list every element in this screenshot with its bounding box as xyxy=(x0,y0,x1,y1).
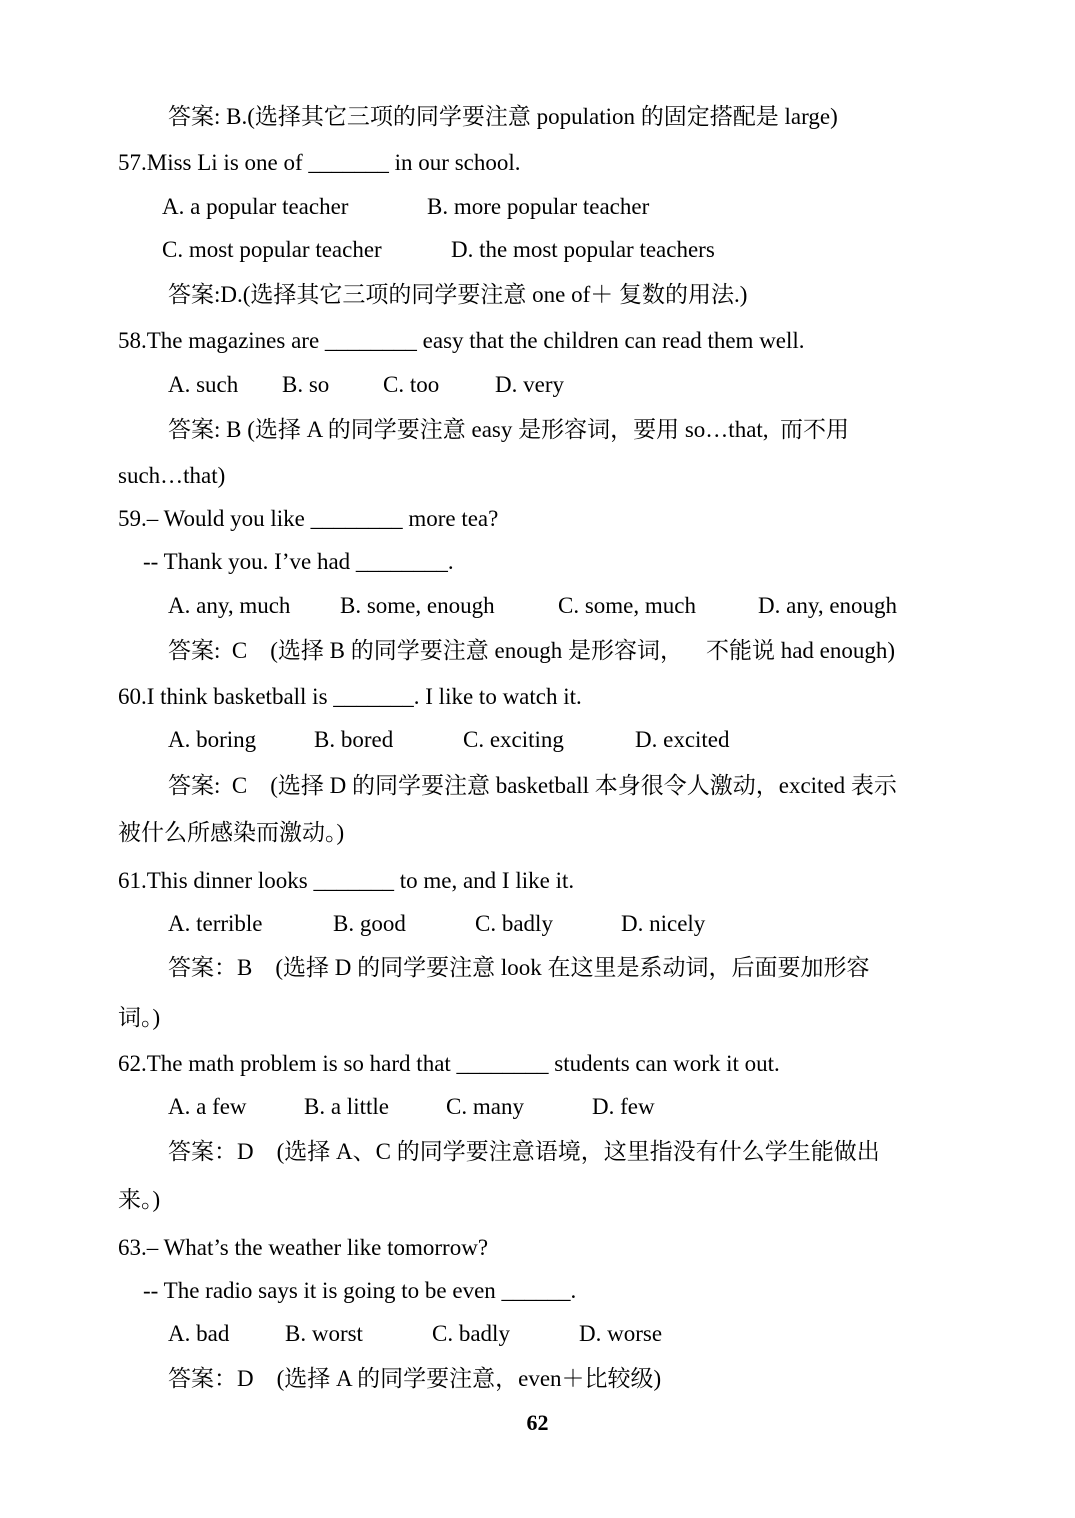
question-57-option-b: B. more popular teacher xyxy=(427,194,650,219)
page-number: 62 xyxy=(526,1410,549,1435)
question-62-option-c: C. many xyxy=(446,1094,524,1119)
question-61-stem: 61.This dinner looks _______ to me, and I like it. xyxy=(118,868,575,893)
question-59-option-c: C. some, much xyxy=(558,593,696,618)
question-62-stem: 62.The math problem is so hard that ________ students can work it out. xyxy=(118,1051,780,1076)
question-57-answer: 答案:D.(选择其它三项的同学要注意 one of＋ 复数的用法.) xyxy=(168,282,748,307)
question-63-option-c: C. badly xyxy=(432,1321,510,1346)
question-61-answer-line-2: 词。) xyxy=(118,1005,161,1030)
question-58-stem: 58.The magazines are ________ easy that the children can read them well. xyxy=(118,328,805,353)
question-62-answer-line-2: 来。) xyxy=(118,1187,161,1212)
question-60-answer-line-1: 答案: C (选择 D 的同学要注意 basketball 本身很令人激动，excited 表示 xyxy=(168,773,897,798)
question-58-option-a: A. such xyxy=(168,372,239,397)
question-59-option-b: B. some, enough xyxy=(340,593,495,618)
question-59-answer: 答案: C (选择 B 的同学要注意 enough 是形容词， 不能说 had enough) xyxy=(168,638,896,663)
question-63-stem-reply: -- The radio says it is going to be even ______. xyxy=(143,1278,577,1303)
question-57-option-c: C. most popular teacher xyxy=(162,237,382,262)
question-63-answer: 答案：D (选择 A 的同学要注意，even＋比较级) xyxy=(168,1366,662,1391)
answer-56: 答案: B.(选择其它三项的同学要注意 population 的固定搭配是 large) xyxy=(168,104,838,129)
question-58-option-b: B. so xyxy=(282,372,330,397)
question-59-stem-reply: -- Thank you. I’ve had ________. xyxy=(143,549,454,574)
question-59-option-d: D. any, enough xyxy=(758,593,898,618)
question-57-stem: 57.Miss Li is one of _______ in our school. xyxy=(118,150,521,175)
question-63-option-d: D. worse xyxy=(579,1321,663,1346)
question-61-option-b: B. good xyxy=(333,911,406,936)
question-60-stem: 60.I think basketball is _______. I like to watch it. xyxy=(118,684,582,709)
question-62-option-a: A. a few xyxy=(168,1094,247,1119)
question-62-option-d: D. few xyxy=(592,1094,655,1119)
question-62-answer-line-1: 答案：D (选择 A、C 的同学要注意语境，这里指没有什么学生能做出 xyxy=(168,1139,880,1164)
question-61-answer-line-1: 答案：B (选择 D 的同学要注意 look 在这里是系动词，后面要加形容 xyxy=(168,955,870,980)
question-60-option-d: D. excited xyxy=(635,727,730,752)
question-58-answer-line-1: 答案: B (选择 A 的同学要注意 easy 是形容词，要用 so…that, 而不用 xyxy=(168,417,850,442)
question-57-option-a: A. a popular teacher xyxy=(162,194,349,219)
question-58-option-d: D. very xyxy=(495,372,564,397)
question-60-option-c: C. exciting xyxy=(463,727,564,752)
question-60-option-b: B. bored xyxy=(314,727,394,752)
question-59-option-a: A. any, much xyxy=(168,593,291,618)
question-61-option-c: C. badly xyxy=(475,911,553,936)
question-58-option-c: C. too xyxy=(383,372,440,397)
question-61-option-d: D. nicely xyxy=(621,911,706,936)
question-59-stem: 59.– Would you like ________ more tea? xyxy=(118,506,499,531)
question-63-option-a: A. bad xyxy=(168,1321,230,1346)
question-63-option-b: B. worst xyxy=(285,1321,363,1346)
question-57-option-d: D. the most popular teachers xyxy=(451,237,715,262)
question-60-option-a: A. boring xyxy=(168,727,257,752)
question-62-option-b: B. a little xyxy=(304,1094,389,1119)
question-58-answer-line-2: such…that) xyxy=(118,463,226,488)
question-61-option-a: A. terrible xyxy=(168,911,263,936)
question-63-stem: 63.– What’s the weather like tomorrow? xyxy=(118,1235,489,1260)
question-60-answer-line-2: 被什么所感染而激动。) xyxy=(118,820,345,845)
